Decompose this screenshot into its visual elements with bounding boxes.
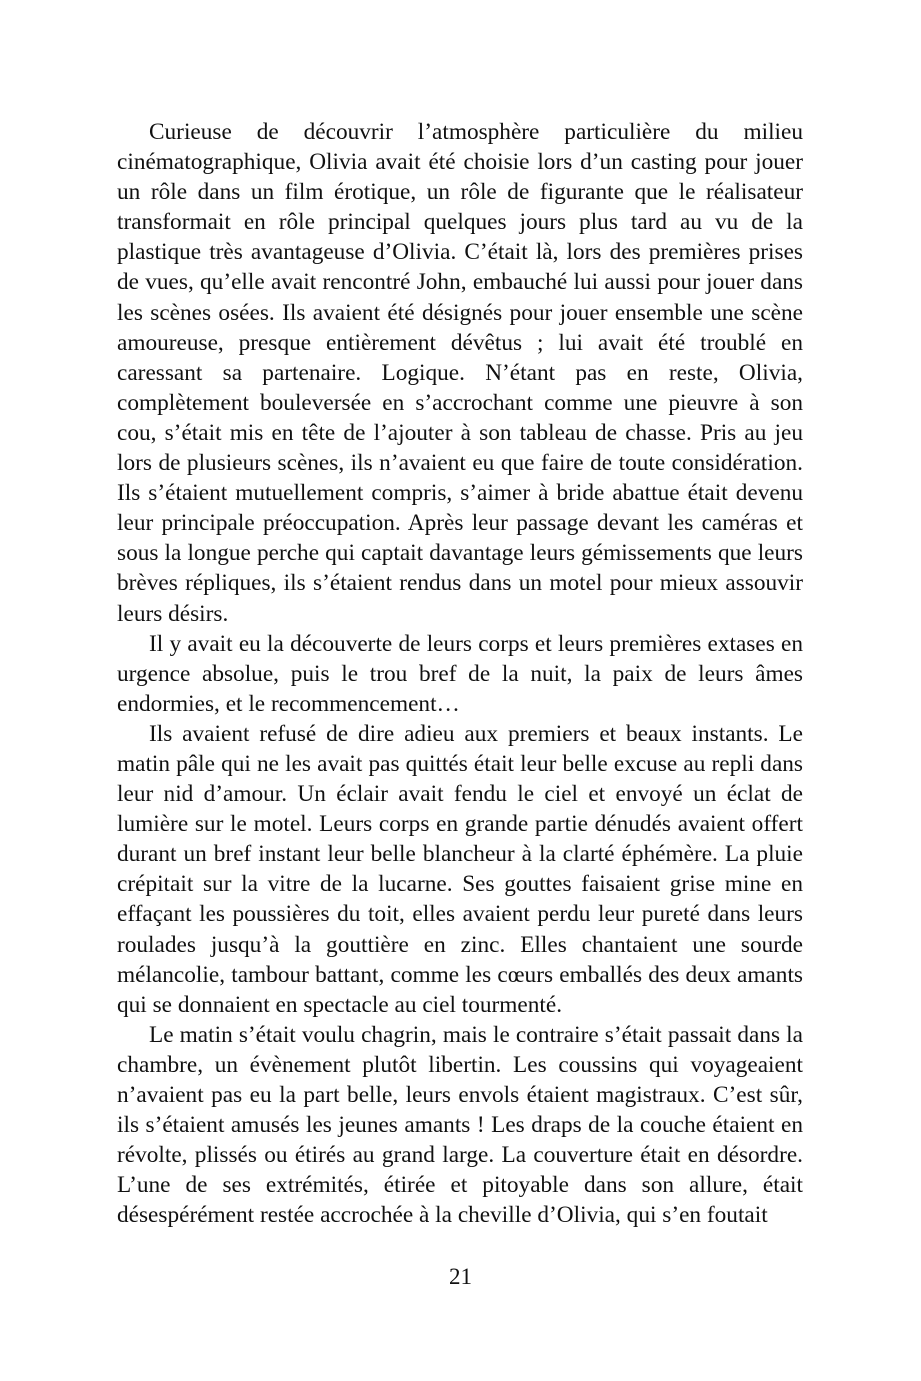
page-number: 21 [449, 1264, 472, 1289]
paragraph-3: Ils avaient refusé de dire adieu aux premiers et beaux instants. Le matin pâle qui ne les avait pas quittés était leur belle excuse au repli dans leur nid d’amour. Un éclair avait fendu le ciel et envoyé un éclat de lumière sur le motel. Leurs corps en grande partie dénudés avaient offert durant un bref instant leur belle blancheur à la clarté éphémère. La pluie crépitait sur la vitre de la lucarne. Ses gouttes faisaient grise mine en effaçant les poussières du toit, elles avaient perdu leur pureté dans leurs roulades jusqu’à la gouttière en zinc. Elles chantaient une sourde mélancolie, tambour battant, comme les cœurs emballés des deux amants qui se donnaient en spectacle au ciel tourmenté. [117, 720, 803, 1018]
paragraph-4: Le matin s’était voulu chagrin, mais le contraire s’était passait dans la chambre, un évènement plutôt libertin. Les coussins qui voyageaient n’avaient pas eu la part belle, leurs envols étaient magistraux. C’est sûr, ils s’étaient amusés les jeunes amants ! Les draps de la couche étaient en révolte, plissés ou étirés au grand large. La couverture était en désordre. L’une de ses extrémités, étirée et pitoyable dans son allure, était désespérément restée accrochée à la cheville d’Olivia, qui s’en foutait [117, 1021, 803, 1229]
paragraph-2: Il y avait eu la découverte de leurs corps et leurs premières extases en urgence absolue, puis le trou bref de la nuit, la paix de leurs âmes endormies, et le recommencement… [117, 630, 803, 717]
paragraph-1: Curieuse de découvrir l’atmosphère particulière du milieu cinématographique, Olivia avait été choisie lors d’un casting pour jouer un rôle dans un film érotique, un rôle de figurante que le réalisateur transformait en rôle principal quelques jours plus tard au vu de la plastique très avantageuse d’Olivia. C’était là, lors des premières prises de vues, qu’elle avait rencontré John, embauché lui aussi pour jouer dans les scènes osées. Ils avaient été désignés pour jouer ensemble une scène amoureuse, presque entièrement dévêtus ; lui avait été troublé en caressant sa partenaire. Logique. N’étant pas en reste, Olivia, complètement bouleversée en s’accrochant comme une pieuvre à son cou, s’était mis en tête de l’ajouter à son tableau de chasse. Pris au jeu lors de plusieurs scènes, ils n’avaient eu que faire de toute considération. Ils s’étaient mutuellement compris, s’aimer à bride abattue était devenu leur principale préoccupation. Après leur passage devant les caméras et sous la longue perche qui captait davantage leurs gémissements que leurs brèves répliques, ils s’étaient rendus dans un motel pour mieux assouvir leurs désirs. [117, 119, 803, 627]
body-text [117, 117, 803, 1230]
